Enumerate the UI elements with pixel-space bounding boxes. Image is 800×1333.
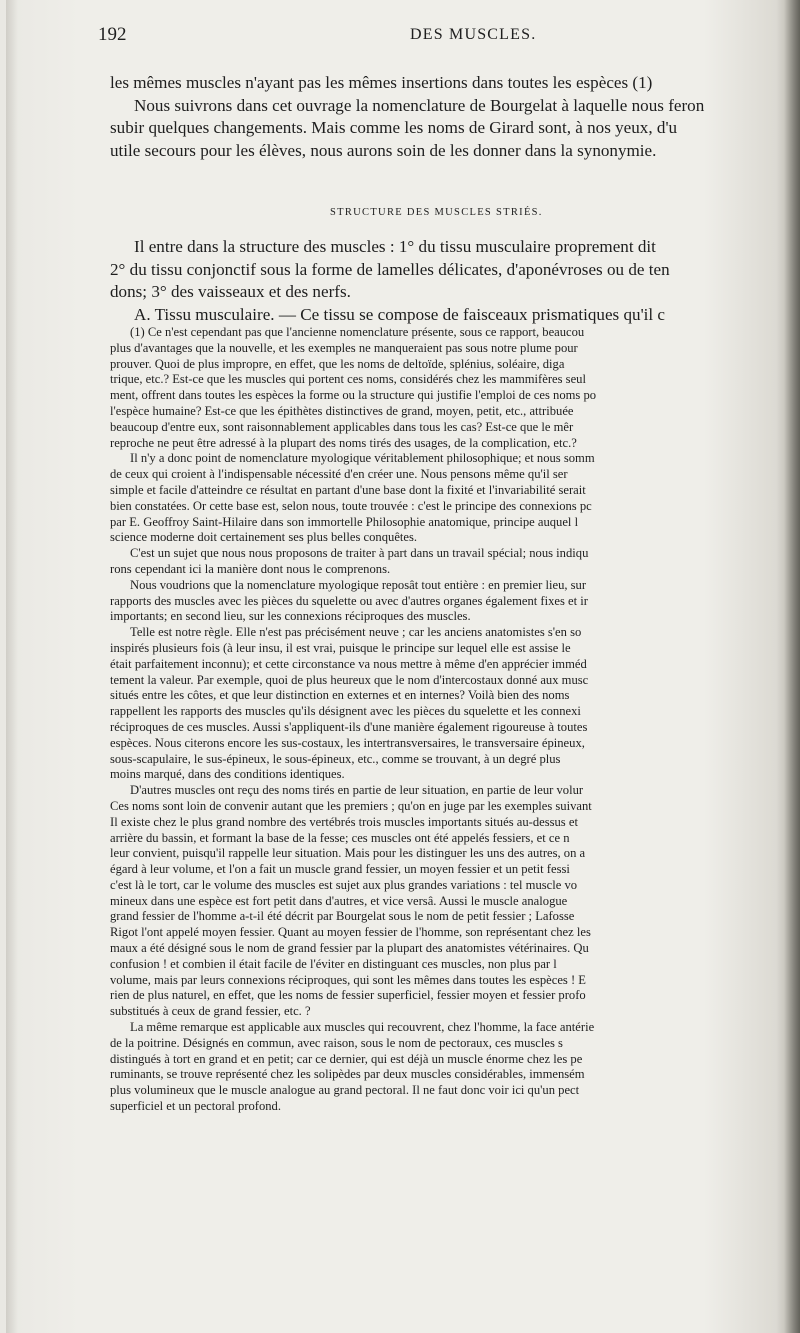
footnote-line: grand fessier de l'homme a-t-il été décrit par Bourgelat sous le nom de petit fessier ; Lafosse [110, 909, 575, 924]
footnote-line: confusion ! et combien il était facile de l'éviter en distinguant ces muscles, non plus par l [110, 956, 557, 971]
text-line: dons; 3° des vaisseaux et des nerfs. [110, 282, 351, 301]
footnote-line: espèces. Nous citerons encore les sus-costaux, les intertransversaires, le transversaire épineux, [110, 735, 585, 750]
footnote-line: plus d'avantages que la nouvelle, et les exemples ne manqueraient pas sous notre plume pour [110, 340, 578, 355]
footnote-line: simple et facile d'atteindre ce résultat en partant d'une base dont la fixité et l'invariabilité serait [110, 482, 586, 497]
text-line: Il entre dans la structure des muscles : 1° du tissu musculaire proprement dit [134, 237, 656, 256]
text-line: utile secours pour les élèves, nous aurons soin de les donner dans la synonymie. [110, 140, 657, 160]
footnote-line: bien constatées. Or cette base est, selon nous, toute trouvée : c'est le principe des connexions pc [110, 498, 592, 513]
footnote-line: rien de plus naturel, en effet, que les noms de fessier superficiel, fessier moyen et fessier profo [110, 988, 586, 1003]
footnote-line: tement la valeur. Par exemple, quoi de plus heureux que le nom d'intercostaux donné aux musc [110, 672, 589, 687]
footnote-line: mineux dans une espèce est fort petit dans d'autres, et vice versâ. Aussi le muscle analogue [110, 893, 568, 908]
footnote-line: Rigot l'ont appelé moyen fessier. Quant au moyen fessier de l'homme, son représentant chez les [110, 925, 591, 940]
footnote-line: c'est là le tort, car le volume des muscles est sujet aux plus grandes variations : tel muscle vo [110, 877, 578, 892]
footnote-line: était parfaitement inconnu); et cette circonstance va nous mettre à même d'en apprécier imméd [110, 656, 587, 671]
footnote-line: arrière du bassin, et formant la base de la fesse; ces muscles ont été appelés fessiers, et ce n [110, 830, 570, 845]
footnote-line: reproche ne peut être adressé à la plupart des noms tirés des usages, de la complication, etc.? [110, 435, 577, 450]
footnote-line: rappellent les rapports des muscles qu'ils désignent avec les pièces du squelette et les connexi [110, 704, 581, 719]
footnote-line: prouver. Quoi de plus impropre, en effet, que les noms de deltoïde, splénius, soléaire, diga [110, 356, 565, 371]
footnote-line: beaucoup d'entre eux, sont raisonnablement applicables dans tous les cas? Est-ce que le mêr [110, 419, 574, 434]
footnote-line: plus volumineux que le muscle analogue au grand pectoral. Il ne faut donc voir ici qu'un pect [110, 1083, 580, 1098]
footnote-line: substitués à ceux de grand fessier, etc. ? [110, 1004, 311, 1019]
page-edge-shadow [784, 0, 800, 1333]
running-title: DES MUSCLES. [410, 26, 537, 43]
footnote-line: par E. Geoffroy Saint-Hilaire dans son immortelle Philosophie anatomique, principe auquel l [110, 514, 579, 529]
footnote-line: distingués à tort en grand et en petit; car ce dernier, qui est déjà un muscle énorme chez les pe [110, 1051, 583, 1066]
text-line: les mêmes muscles n'ayant pas les mêmes insertions dans toutes les espèces (1) [110, 73, 653, 92]
footnote-line: science moderne doit certainement ses plus belles conquêtes. [110, 530, 418, 545]
footnote-line: trique, etc.? Est-ce que les muscles qui portent ces noms, considérés chez les mammifères seul [110, 372, 586, 387]
intro-paragraph [110, 72, 795, 162]
page-number: 192 [98, 24, 127, 45]
footnote-line: inspirés plusieurs fois (à leur insu, il est vrai, puisque le principe sur lequel elle est assise le [110, 640, 571, 655]
footnote-line: D'autres muscles ont reçu des noms tirés en partie de leur situation, en partie de leur volur [130, 783, 584, 798]
footnote-line: sous-scapulaire, le sus-épineux, le sous-épineux, etc., comme se trouvant, à un degré plus [110, 751, 561, 766]
footnote-line: La même remarque est applicable aux muscles qui recouvrent, chez l'homme, la face antérie [130, 1020, 595, 1035]
footnote-line: C'est un sujet que nous nous proposons de traiter à part dans un travail spécial; nous indiqu [130, 546, 589, 561]
footnote-line: Telle est notre règle. Elle n'est pas précisément neuve ; car les anciens anatomistes s'en so [130, 625, 582, 640]
text-line: Nous suivrons dans cet ouvrage la nomenclature de Bourgelat à laquelle nous feron [134, 95, 705, 115]
footnote-line: importants; en second lieu, sur les connexions réciproques des muscles. [110, 609, 471, 624]
binding-shadow [6, 0, 18, 1333]
footnote-line: volume, mais par leurs connexions réciproques, qui sont les mêmes dans toutes les espèces ! E [110, 972, 586, 987]
footnote-line: ruminants, se trouve représenté chez les solipèdes par deux muscles considérables, immensém [110, 1067, 585, 1082]
footnote-line: rapports des muscles avec les pièces du squelette ou avec d'autres organes également fixes et ir [110, 593, 588, 608]
footnote-line: l'espèce humaine? Est-ce que les épithètes distinctives de grand, moyen, petit, etc., attribuée [110, 403, 574, 418]
footnote-line: situés entre les côtes, et que leur distinction en externes et en internes? Voilà bien des noms [110, 688, 570, 703]
footnote-line: Nous voudrions que la nomenclature myologique reposât tout entière : en premier lieu, sur [130, 577, 587, 592]
footnote-line: superficiel et un pectoral profond. [110, 1099, 281, 1114]
footnote-line: de la poitrine. Désignés en commun, avec raison, sous le nom de pectoraux, ces muscles s [110, 1035, 563, 1050]
footnote-line: Ces noms sont loin de convenir autant que les premiers ; qu'on en juge par les exemples suivant [110, 798, 592, 813]
structure-paragraph [110, 236, 795, 326]
footnote-line: (1) Ce n'est cependant pas que l'ancienne nomenclature présente, sous ce rapport, beaucou [130, 325, 585, 339]
footnote-line: maux a été désigné sous le nom de grand fessier par la plupart des anatomistes vétérinaires. Qu [110, 941, 589, 956]
footnote-line: de ceux qui croient à l'indispensable nécessité d'en créer une. Nous pensons même qu'il ser [110, 467, 568, 482]
footnote-line: ment, offrent dans toutes les espèces la forme ou la structure qui justifie l'emploi de ces noms po [110, 388, 597, 403]
footnote-line: Il existe chez le plus grand nombre des vertébrés trois muscles importants situés au-dessus et [110, 814, 578, 829]
page-header [70, 24, 770, 54]
footnote-line: égard à leur volume, et l'on a fait un muscle grand fessier, un moyen fessier et un petit fessi [110, 862, 570, 877]
footnote [110, 325, 798, 1115]
section-heading: STRUCTURE DES MUSCLES STRIÉS. [330, 207, 543, 218]
text-line: subir quelques changements. Mais comme les noms de Girard sont, à nos yeux, d'u [110, 118, 678, 137]
footnote-line: moins marqué, dans des conditions identiques. [110, 767, 345, 782]
text-line: A. Tissu musculaire. — Ce tissu se compose de faisceaux prismatiques qu'il c [134, 304, 666, 324]
text-line: 2° du tissu conjonctif sous la forme de lamelles délicates, d'aponévroses ou de ten [110, 259, 670, 279]
footnote-line: rons cependant ici la manière dont nous le comprenons. [110, 561, 391, 576]
footnote-line: leur convient, puisqu'il rappelle leur situation. Mais pour les distinguer les uns des autres, on a [110, 846, 586, 861]
footnote-line: réciproques de ces muscles. Aussi s'appliquent-ils d'une manière également rigoureuse à toutes [110, 719, 588, 734]
footnote-line: Il n'y a donc point de nomenclature myologique véritablement philosophique; et nous somm [130, 451, 595, 466]
